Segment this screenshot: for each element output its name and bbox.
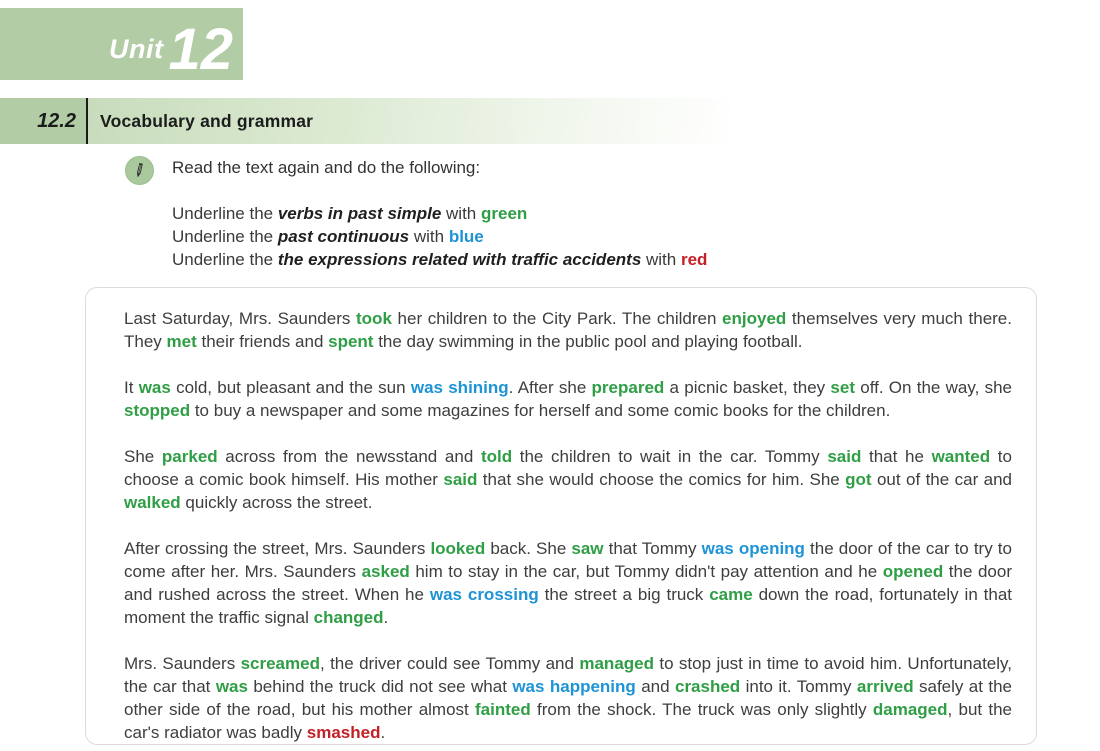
highlight-green: got — [845, 470, 872, 489]
text-segment: back. She — [485, 539, 572, 558]
text-segment: that Tommy — [603, 539, 702, 558]
text-segment: off. On the way, she — [854, 378, 1012, 397]
instruction-line — [172, 248, 707, 271]
highlight-green: took — [356, 309, 392, 328]
text-segment: to buy a newspaper and some magazines for herself and some comic books for the children. — [190, 401, 891, 420]
text-segment: . — [383, 608, 389, 627]
text-segment: into it. Tommy — [740, 677, 857, 696]
highlight-green: green — [480, 204, 528, 223]
text-segment: to choose a comic book himself. His mother — [124, 447, 1012, 489]
story-paragraph — [124, 307, 1012, 353]
text-segment: down the road, fortunately in that moment the traffic signal — [124, 585, 1013, 627]
text-segment: the children to wait in the car. Tommy — [512, 447, 828, 466]
section-number: 12.2 — [0, 98, 86, 144]
text-segment: . — [380, 723, 386, 742]
text-segment: the street a big truck — [538, 585, 710, 604]
highlight-green: said — [443, 470, 478, 489]
highlight-green: came — [709, 585, 753, 604]
highlight-green: set — [830, 378, 855, 397]
text-segment: safely at the other side of the road, but his mother almost — [124, 677, 1013, 719]
story-paragraph — [124, 445, 1012, 514]
text-segment: quickly across the street. — [180, 493, 373, 512]
highlight-red: smashed — [306, 723, 381, 742]
text-segment: cold, but pleasant and the sun — [170, 378, 411, 397]
story-box — [85, 287, 1037, 745]
text-segment: that she would choose the comics for him. She — [477, 470, 846, 489]
text-segment: , the driver could see Tommy and — [319, 654, 580, 673]
text-segment: that he — [861, 447, 932, 466]
text-segment: Underline the — [172, 204, 278, 223]
highlight-green: asked — [361, 562, 410, 581]
text-segment: She — [124, 447, 162, 466]
text-segment: After crossing the street, Mrs. Saunders — [124, 539, 431, 558]
highlight-blue: blue — [448, 227, 484, 246]
highlight-green: fainted — [475, 700, 531, 719]
unit-number: 12 — [168, 16, 233, 82]
section-bar — [0, 98, 1100, 144]
highlight-green: saw — [571, 539, 604, 558]
text-segment: her children to the City Park. The children — [391, 309, 723, 328]
text-segment: with — [441, 204, 481, 223]
highlight-green: parked — [161, 447, 218, 466]
text-segment: , but the car's radiator was badly — [124, 700, 1013, 742]
unit-banner — [0, 8, 243, 80]
highlight-green: spent — [328, 332, 374, 351]
instruction-list — [172, 202, 707, 271]
highlight-green: said — [827, 447, 862, 466]
highlight-blue: was shining — [410, 378, 509, 397]
instruction-line — [172, 202, 707, 225]
text-segment: It — [124, 378, 139, 397]
highlight-green: arrived — [856, 677, 914, 696]
highlight-green: opened — [882, 562, 944, 581]
text-segment: past continuous — [277, 227, 410, 246]
highlight-green: wanted — [931, 447, 991, 466]
text-segment: and — [635, 677, 675, 696]
highlight-blue: was opening — [701, 539, 805, 558]
text-segment: out of the car and — [871, 470, 1013, 489]
story-paragraph — [124, 537, 1012, 629]
highlight-blue: was crossing — [429, 585, 539, 604]
highlight-green: damaged — [872, 700, 948, 719]
highlight-green: looked — [430, 539, 486, 558]
highlight-green: stopped — [124, 401, 191, 420]
text-segment: across from the newsstand and — [217, 447, 481, 466]
instruction-intro: Read the text again and do the following: — [172, 158, 481, 177]
highlight-blue: was happening — [512, 677, 636, 696]
text-segment: behind the truck did not see what — [247, 677, 513, 696]
highlight-green: was — [138, 378, 171, 397]
highlight-green: walked — [124, 493, 181, 512]
highlight-green: was — [215, 677, 248, 696]
text-segment: the door and rushed across the street. When he — [124, 562, 1012, 604]
text-segment: with — [409, 227, 449, 246]
highlight-green: crashed — [674, 677, 741, 696]
text-segment: verbs in past simple — [277, 204, 442, 223]
text-segment: Last Saturday, Mrs. Saunders — [124, 309, 357, 328]
story-paragraph — [124, 652, 1012, 744]
text-segment: him to stay in the car, but Tommy didn't pay attention and he — [409, 562, 883, 581]
highlight-green: met — [166, 332, 197, 351]
instruction-line — [172, 225, 707, 248]
text-segment: from the shock. The truck was only slightly — [530, 700, 873, 719]
text-segment: themselves very much there. They — [124, 309, 1012, 351]
text-segment: with — [641, 250, 681, 269]
text-segment: . After she — [508, 378, 592, 397]
highlight-red: red — [680, 250, 708, 269]
highlight-green: enjoyed — [722, 309, 787, 328]
text-segment: Underline the — [172, 250, 278, 269]
text-segment: to stop just in time to avoid him. Unfortunately, the car that — [124, 654, 1013, 696]
pencil-icon — [125, 156, 154, 185]
highlight-green: told — [480, 447, 513, 466]
pencil-icon-glyph — [131, 162, 148, 179]
text-segment: Underline the — [172, 227, 278, 246]
text-segment: the day swimming in the public pool and playing football. — [373, 332, 803, 351]
highlight-green: screamed — [240, 654, 320, 673]
text-segment: a picnic basket, they — [664, 378, 831, 397]
unit-label: Unit — [109, 34, 164, 64]
text-segment: their friends and — [196, 332, 329, 351]
highlight-green: managed — [579, 654, 654, 673]
text-segment: Mrs. Saunders — [124, 654, 241, 673]
section-title: Vocabulary and grammar — [88, 98, 1100, 144]
text-segment: the expressions related with traffic accidents — [277, 250, 642, 269]
text-segment: the door of the car to try to come after her. Mrs. Saunders — [124, 539, 1012, 581]
story-paragraph — [124, 376, 1012, 422]
highlight-green: changed — [313, 608, 384, 627]
highlight-green: prepared — [591, 378, 665, 397]
